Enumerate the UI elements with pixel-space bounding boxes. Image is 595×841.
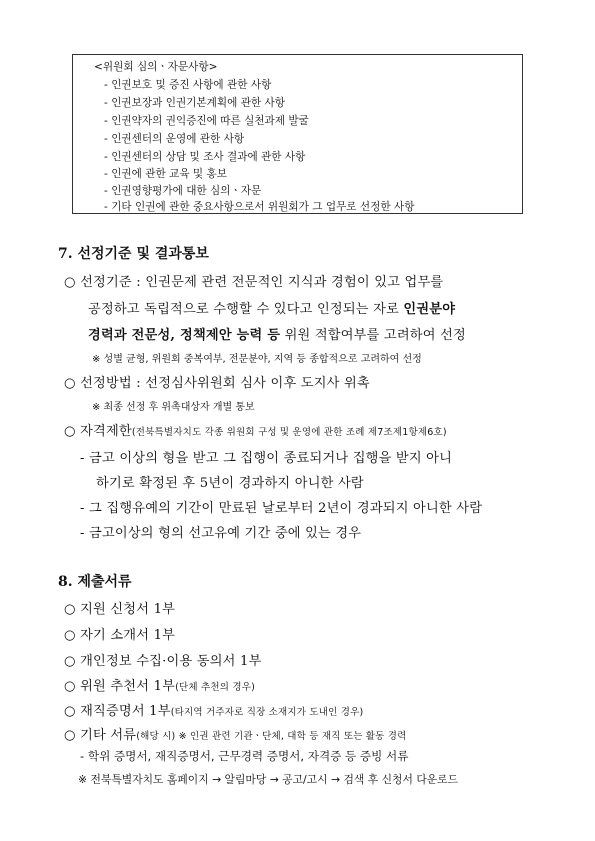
selection-method-line: ○ 선정방법 : 선정심사위원회 심사 이후 도지사 위촉 bbox=[64, 376, 370, 391]
restriction-label: ○ 자격제한 bbox=[64, 424, 132, 439]
document-item bbox=[64, 675, 255, 694]
committee-item: - 인권약자의 권익증진에 따른 실천과제 발굴 bbox=[104, 115, 309, 127]
restriction-item: - 금고이상의 형의 선고유예 기간 중에 있는 경우 bbox=[80, 526, 362, 541]
recommendation-note: (단체 추천의 경우) bbox=[175, 682, 256, 693]
document-item: ○ 개인정보 수집·이용 동의서 1부 bbox=[64, 654, 262, 669]
document-item bbox=[64, 724, 407, 743]
committee-item: - 인권보장과 인권기본계획에 관한 사항 bbox=[104, 97, 286, 109]
committee-box-title: <위원회 심의ㆍ자문사항> bbox=[94, 61, 218, 73]
committee-item: - 기타 인권에 관한 중요사항으로서 위원회가 그 업무로 선정한 사항 bbox=[104, 201, 415, 213]
other-documents: ○ 기타 서류 bbox=[64, 728, 137, 743]
committee-item: - 인권센터의 운영에 관한 사항 bbox=[104, 133, 245, 145]
selection-criteria-line bbox=[88, 324, 466, 343]
committee-item: - 인권에 관한 교육 및 홍보 bbox=[104, 168, 227, 180]
restriction-item: - 그 집행유예의 기간이 만료된 날로부터 2년이 경과되지 아니한 사람 bbox=[80, 501, 483, 516]
criteria-text: 위원 적합여부를 고려하여 선정 bbox=[280, 328, 466, 343]
recommendation-letter: ○ 위원 추천서 1부 bbox=[64, 679, 176, 694]
document-item bbox=[64, 700, 363, 719]
download-instructions: ※ 전북특별자치도 홈페이지 → 알림마당 → 공고/고시 → 검색 후 신청서 다운로드 bbox=[78, 773, 459, 786]
restriction-line bbox=[64, 420, 447, 439]
criteria-text: 공정하고 독립적으로 수행할 수 있다고 인정되는 자로 bbox=[88, 302, 404, 317]
restriction-item: 하기로 확정된 후 5년이 경과하지 아니한 사람 bbox=[96, 476, 364, 491]
other-documents-note: (해당 시) ※ 인권 관련 기관ㆍ단체, 대학 등 재직 또는 활동 경력 bbox=[136, 731, 407, 742]
criteria-emphasis: 경력과 전문성, 정책제안 능력 등 bbox=[88, 328, 281, 343]
section7-heading: 7. 선정기준 및 결과통보 bbox=[58, 246, 209, 262]
committee-item: - 인권영향평가에 대한 심의ㆍ자문 bbox=[104, 185, 262, 197]
restriction-reference: (전북특별자치도 각종 위원회 구성 및 운영에 관한 조례 제7조제1항제6호) bbox=[131, 427, 447, 438]
document-item: ○ 자기 소개서 1부 bbox=[64, 628, 176, 643]
criteria-note: ※ 성별 균형, 위원회 중복여부, 전문분야, 지역 등 종합적으로 고려하여 선정 bbox=[92, 354, 422, 365]
supporting-documents: - 학위 증명서, 재직증명서, 근무경력 증명서, 자격증 등 증빙 서류 bbox=[80, 749, 409, 763]
employment-note: (타지역 거주자로 직장 소재지가 도내인 경우) bbox=[170, 707, 364, 718]
document-item: ○ 지원 신청서 1부 bbox=[64, 602, 176, 617]
selection-criteria-line bbox=[88, 298, 455, 317]
method-note: ※ 최종 선정 후 위촉대상자 개별 통보 bbox=[92, 402, 255, 413]
criteria-emphasis: 인권분야 bbox=[403, 302, 456, 317]
selection-criteria-line: ○ 선정기준 : 인권문제 관련 전문적인 지식과 경험이 있고 업무를 bbox=[64, 275, 444, 290]
committee-item: - 인권센터의 상담 및 조사 결과에 관한 사항 bbox=[104, 151, 306, 163]
restriction-item: - 금고 이상의 형을 받고 그 집행이 종료되거나 집행을 받지 아니 bbox=[80, 451, 453, 466]
employment-certificate: ○ 재직증명서 1부 bbox=[64, 704, 171, 719]
committee-item: - 인권보호 및 증진 사항에 관한 사항 bbox=[104, 79, 272, 91]
section8-heading: 8. 제출서류 bbox=[58, 574, 132, 590]
